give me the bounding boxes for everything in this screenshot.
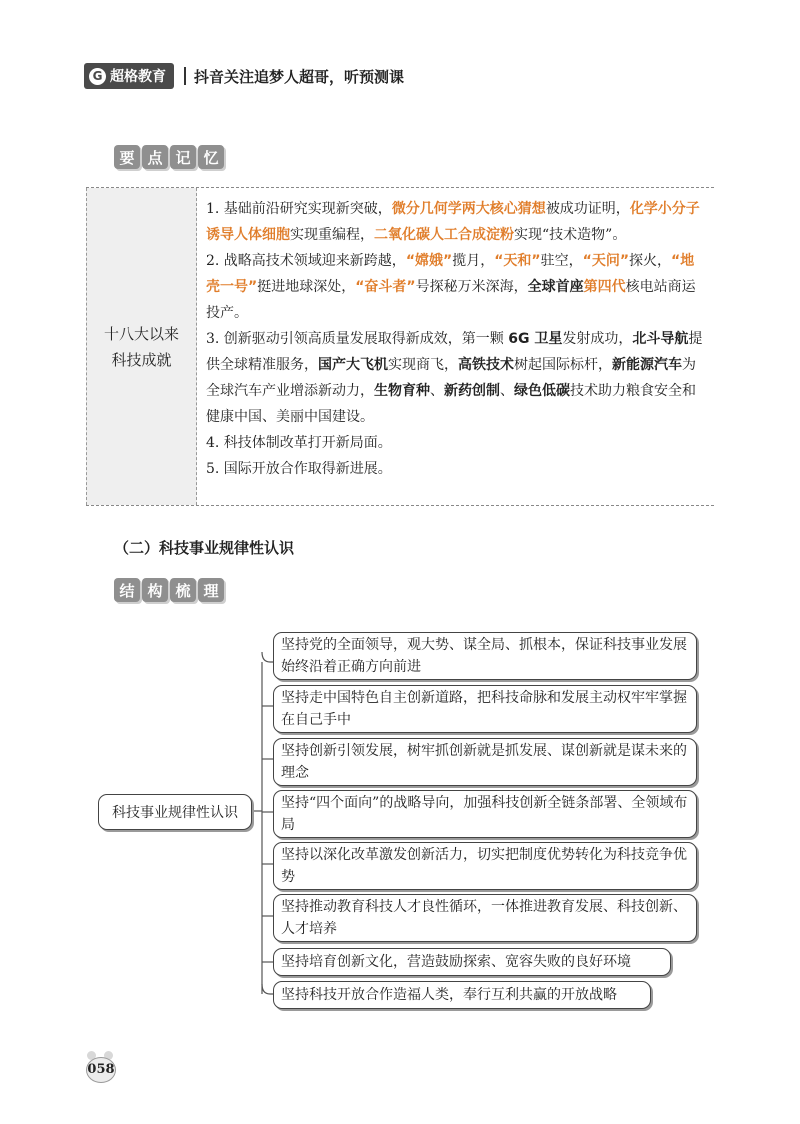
body-text: 实现“技术造物”。 bbox=[514, 227, 627, 243]
subsection-heading: （二）科技事业规律性认识 bbox=[114, 539, 295, 557]
label-line-1: 十八大以来 bbox=[103, 324, 179, 343]
bold-text: 新药创制 bbox=[444, 383, 500, 399]
badge-char: 理 bbox=[198, 578, 224, 602]
bold-text: 北斗导航 bbox=[632, 331, 689, 347]
highlight-text: “天和” bbox=[494, 253, 541, 269]
mindmap-node: 坚持培育创新文化，营造鼓励探索、宽容失败的良好环境 bbox=[273, 948, 671, 976]
highlight-text: “嫦娥” bbox=[405, 253, 453, 269]
body-text: 、 bbox=[430, 383, 444, 399]
page-number-badge bbox=[86, 1057, 114, 1083]
bold-text: 高铁技术 bbox=[458, 357, 514, 373]
body-text: 实现重编程， bbox=[290, 227, 374, 243]
mindmap-node: 坚持以深化改革激发创新活力，切实把制度优势转化为科技竞争优势 bbox=[273, 842, 697, 890]
logo-g-icon: G bbox=[89, 68, 106, 85]
body-text: 、 bbox=[500, 383, 514, 399]
body-text: 发射成功， bbox=[562, 331, 633, 347]
bold-text: 生物育种 bbox=[374, 383, 430, 399]
badge-char: 梳 bbox=[170, 578, 196, 602]
highlight-text: 化学小分子诱导人体细胞 bbox=[206, 201, 700, 243]
body-text: 揽月， bbox=[452, 253, 495, 269]
highlight-text: “天问” bbox=[582, 253, 630, 269]
body-text: 挺进地球深处， bbox=[257, 279, 356, 295]
connector-branch bbox=[262, 652, 273, 662]
page-number: 058 bbox=[86, 1057, 116, 1083]
body-text: 3. 创新驱动引领高质量发展取得新成效，第一颗 bbox=[206, 331, 509, 347]
highlight-text: “地壳一号” bbox=[206, 253, 695, 295]
badge-char: 记 bbox=[170, 145, 196, 169]
badge-char: 点 bbox=[142, 145, 168, 169]
logo-text: 超格教育 bbox=[110, 69, 166, 85]
highlight-text: 二氧化碳人工合成淀粉 bbox=[374, 227, 514, 243]
body-text: 被成功证明， bbox=[545, 201, 630, 217]
badge-char: 忆 bbox=[198, 145, 224, 169]
mindmap-node: 坚持创新引领发展，树牢抓创新就是抓发展、谋创新就是谋未来的理念 bbox=[273, 738, 697, 786]
badge-char: 要 bbox=[114, 145, 140, 169]
body-text: 1. 基础前沿研究实现新突破， bbox=[206, 201, 392, 217]
header-tagline: 抖音关注追梦人超哥，听预测课 bbox=[194, 67, 405, 86]
body-text: 树起国际标杆， bbox=[514, 357, 612, 373]
mindmap-node: 坚持党的全面领导，观大势、谋全局、抓根本，保证科技事业发展始终沿着正确方向前进 bbox=[273, 632, 697, 680]
body-text: 2. 战略高技术领域迎来新跨越， bbox=[206, 253, 406, 269]
body-text: 实现商飞， bbox=[388, 357, 458, 373]
mindmap-node: 坚持“四个面向”的战略导向，加强科技创新全链条部署、全领域布局 bbox=[273, 790, 697, 838]
label-line-2: 科技成就 bbox=[111, 350, 172, 369]
body-text: 技术助力粮食安全和健康中国、美丽中国建设。 bbox=[206, 383, 696, 425]
bold-text: 全球首座 bbox=[527, 279, 584, 295]
bold-text: 国产大飞机 bbox=[318, 357, 388, 373]
body-text: 为全球汽车产业增添新动力， bbox=[206, 357, 696, 399]
mindmap-node: 坚持科技开放合作造福人类，奉行互利共赢的开放战略 bbox=[273, 981, 651, 1009]
mindmap-root: 科技事业规律性认识 bbox=[98, 794, 252, 830]
highlight-text: “奋斗者” bbox=[355, 279, 416, 295]
highlight-text: 第四代 bbox=[583, 279, 626, 295]
mindmap-node: 坚持走中国特色自主创新道路，把科技命脉和发展主动权牢牢掌握在自己手中 bbox=[273, 685, 697, 733]
connector-branch bbox=[262, 984, 273, 994]
body-text: 4. 科技体制改革打开新局面。 bbox=[206, 435, 392, 451]
mindmap-node: 坚持推动教育科技人才良性循环，一体推进教育发展、科技创新、人才培养 bbox=[273, 894, 697, 942]
body-text: 探火， bbox=[629, 253, 672, 269]
bold-text: 绿色低碳 bbox=[514, 383, 570, 399]
body-text: 驻空， bbox=[540, 253, 583, 269]
body-text: 5. 国际开放合作取得新进展。 bbox=[206, 461, 392, 477]
badge-char: 构 bbox=[142, 578, 168, 602]
bold-text: 6G 卫星 bbox=[508, 331, 563, 347]
body-text: 号探秘万米深海， bbox=[415, 279, 528, 295]
body-text: 提供全球精准服务， bbox=[206, 331, 703, 373]
body-text: 核电站商运投产。 bbox=[206, 279, 696, 321]
bold-text: 新能源汽车 bbox=[612, 357, 682, 373]
highlight-text: 微分几何学两大核心猜想 bbox=[391, 201, 546, 217]
badge-char: 结 bbox=[114, 578, 140, 602]
